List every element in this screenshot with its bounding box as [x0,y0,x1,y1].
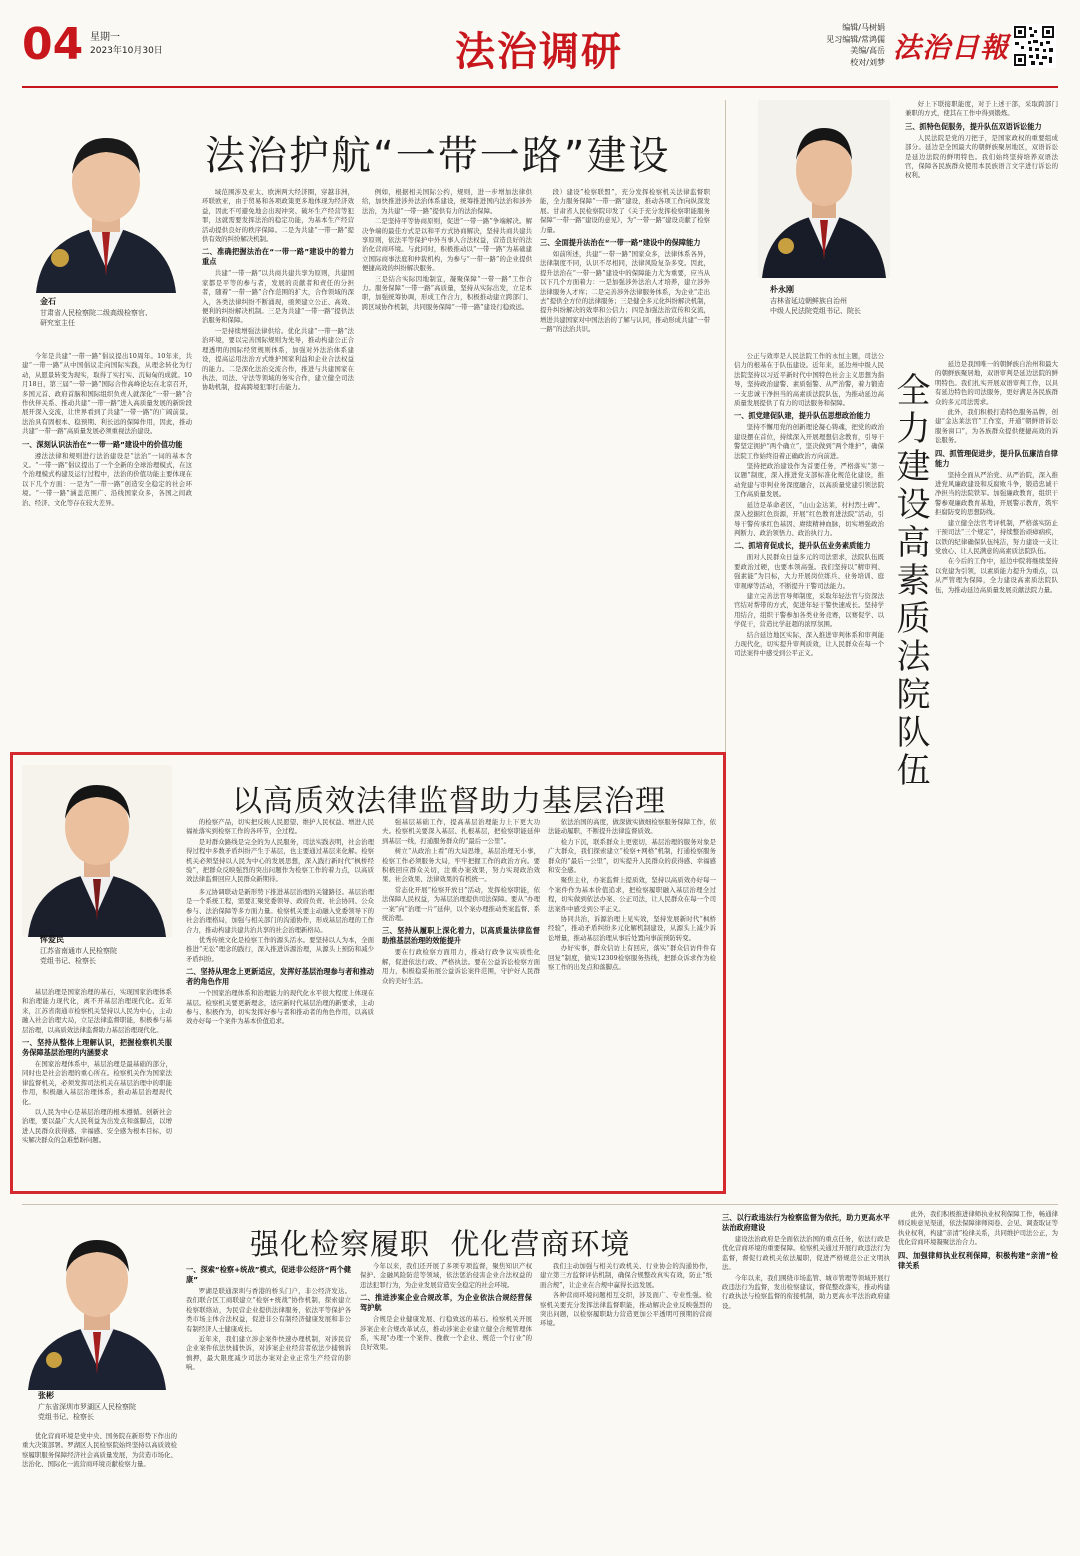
author-title: 江苏省南通市人民检察院 [40,947,117,955]
author-photo [22,1218,172,1390]
paragraph: 此外，我们积极推进律师执业权利保障工作，畅通律师反映意见渠道，依法保障律师阅卷、会见、调查取证等执业权利，构建“亲清”检律关系，共同维护司法公正，为优化营商环境凝聚法治合力。 [898,1210,1058,1247]
credits [805,22,885,68]
subheading: 二、坚持从理念上更新适应，发挥好基层治理参与者和推动者的角色作用 [186,967,374,987]
article1-headline: 法治护航“一带一路”建设 [205,133,671,179]
author-title: 党组书记、检察长 [38,1413,94,1421]
page-number: 04 [22,19,84,70]
paragraph: 坚持不懈用党的创新理论凝心铸魂，把党的政治建设摆在首位，持续深入开展理想信念教育，引导干警坚定拥护“两个确立”，坚决做到“两个维护”，确保法院工作始终沿着正确政治方向前进。 [734,423,884,460]
credit-line: 编辑/马树娟 [842,23,885,32]
author-title: 广东省深圳市罗湖区人民检察院 [38,1403,136,1411]
article2-column [186,818,374,884]
masthead-divider [22,86,1058,88]
article2-headline: 以高质效法律监督助力基层治理 [232,784,666,819]
article4-column [186,1262,351,1548]
paragraph: 一个国家治理体系和治理能力的现代化水平很大程度上体现在基层。检察机关要更新理念，适应新时代基层治理的新要求，主动参与、积极作为，切实发挥好参与者和推动者的角色作用，以高质效办好每一个案件为基本价值追求。 [186,989,374,1026]
paragraph: 好上下联接职能度，对于上述干部，采取跨部门兼职的方式，使其在工作中得到锻炼。 [905,100,1058,118]
paragraph: 共建“一带一路”以共商共建共享为原则，共建国家都是平等的参与者，发展的贡献者和责任的分担者，随着“一带一路”合作范围的扩大，合作领域的深入，各类法律纠纷不断涌现，亟须建立公正、高效、便利的纠纷解决机制。三是为共建“一带一路”提供法治服务和保障。 [202,269,354,325]
subheading: 二、准确把握法治在“一带一路”建设中的着力重点 [202,247,354,267]
paragraph: 今年以来，我们围绕市场监管、城市管理等领域开展行政违法行为监督，发出检察建议，督促整改落实，推动构建行政执法与检察监督的衔接机制，助力更高水平法治政府建设。 [722,1273,890,1310]
subheading: 一、探索“检察+统战”模式，促进非公经济“两个健康” [186,1265,351,1284]
paragraph: 优化营商环境是党中央、国务院在新形势下作出的重大决策部署。罗湖区人民检察院始终坚持以高质效检察履职服务保障经济社会高质量发展，为营造市场化、法治化、国际化一流营商环境贡献检察力量。 [22,1432,177,1469]
paragraph: 依法治国的高度，做深做实做细检察服务保障工作，依法能动履职，不断提升法律监督质效。 [548,818,716,836]
article3-column [905,100,1058,360]
subheading: 二、推进涉案企业合规改革，为企业依法合规经营保驾护航 [360,1293,532,1313]
paragraph: 以人民为中心是基层治理的根本遵循。创新社会治理，要以最广大人民利益为出发点和落脚点，以增进人民群众获得感、幸福感、安全感为根本目标，切实解决群众的急难愁盼问题。 [22,1108,172,1145]
author-photo [22,108,190,293]
paragraph: 面对人民群众日益多元的司法需求，法院队伍既要政治过硬，也要本领高强。我们坚持以“精审判、强素能”为目标，大力开展岗位练兵、业务培训、庭审观摩等活动，不断提升干警司法能力。 [734,553,884,590]
article1-column [202,188,354,742]
subheading: 四、加强律师执业权利保障，积极构建“亲清”检律关系 [898,1250,1058,1270]
paragraph: 人民法院是党的刀把子，是国家政权的重要组成部分。延边是全国最大的朝鲜族聚居地区，双语诉讼是延边法院的鲜明特色。我们始终坚持培养双语法官，保障各民族群众使用本民族语言文字进行诉讼的权利。 [905,133,1058,180]
newspaper-logo: 法治日報 [893,31,1010,64]
paragraph: 要在行政检察方面用力，推动行政争议实质性化解，促进依法行政、严格执法。要在公益诉讼检察方面用力，积极稳妥拓展公益诉讼案件范围，守护好人民群众的美好生活。 [382,948,540,985]
paragraph: 此外，我们积极打造特色服务品牌，创建“金达莱法官”工作室，开通“朝鲜语诉讼服务窗口”，为各族群众提供便捷高效的诉讼服务。 [935,408,1058,445]
author-title: 吉林省延边朝鲜族自治州 [770,297,847,305]
paragraph: 二是坚持平等协商原则，促进“一带一路”争端解决。解决争端的最佳方式是以和平方式协商解决，坚持共商共建共享原则，依法平等保护中外当事人合法权益，营造良好的法治化营商环境。与此同时，积极推动以“一带一路”为基础建立国际商事法庭和仲裁机构，为参与“一带一路”的企业提供便捷高效的纠纷解决服务。 [362,217,532,273]
subheading: 三、以行政违法行为检察监督为依托，助力更高水平法治政府建设 [722,1213,890,1232]
article3-headline: 全力建设高素质法院队伍 [890,372,930,790]
paragraph: 强基层基础工作，提高基层治理能力上下更大功夫。检察机关要深入基层、扎根基层，把检察职能延伸到基层一线，打通服务群众的“最后一公里”。 [382,818,540,845]
credit-line: 美编/高岳 [850,46,885,55]
section-divider [22,1204,1058,1205]
author-name: 金石 [40,297,56,306]
author-photo [758,100,890,278]
article1-column [22,352,192,742]
author-title: 中级人民法院党组书记、院长 [770,307,861,315]
author-title: 研究室主任 [40,319,75,327]
paragraph: 例如，根据相关国际公约，规则，进一步增加法律供给，加快推进涉外法治体系建设，统筹推进国内法治和涉外法治，为共建“一带一路”提供有力的法治保障。 [362,188,532,215]
paragraph: 聚焦主业，办案监督上提质效，坚持以高质效办好每一个案件作为基本价值追求，把检察履职融入基层治理全过程，切实做到依法办案、公正司法，让人民群众在每一个司法案件中感受到公平正义。 [548,876,716,913]
masthead [0,0,1080,88]
paragraph: 我们主动加强与相关行政机关、行业协会的沟通协作，建立第三方监督评估机制，确保合规整改真实有效，防止“纸面合规”，让企业在合规中赢得长远发展。 [540,1262,712,1289]
paragraph: 各种营商环境问题相互交织，涉及面广、专业性强。检察机关要充分发挥法律监督职能，推动解决企业反映强烈的突出问题，以检察履职助力营造更加公平透明可预期的营商环境。 [540,1291,712,1328]
qr-code-icon [1012,24,1056,68]
paragraph: 段）建设”检察联盟”，充分发挥检察机关法律监督职能，全力服务保障“一带一路”建设，推动各项工作向纵深发展。甘肃省人民检察院印发了《关于充分发挥检察职能服务保障“一带一路”建设的意见》，为“一带一路”建设贡献了检察力量。 [540,188,710,234]
article4-column [22,1432,177,1548]
paragraph: 基层治理是国家治理的基石，实现国家治理体系和治理能力现代化，离不开基层治理现代化。近年来，江苏省南通市检察机关坚持以人民为中心，主动融入社会治理大局，立足法律监督职能，积极参与基层治理，以高质效法律监督助力基层治理现代化。 [22,988,172,1034]
paragraph: 延边是革命老区，“山山金达莱，村村烈士碑”。深入挖掘红色资源，开展“红色教育进法院”活动，引导干警传承红色基因、赓续精神血脉，切实增强政治判断力、政治领悟力、政治执行力。 [734,500,884,537]
subheading: 一、坚持从整体上理解认识，把握检察机关服务保障基层治理的内涵要求 [22,1038,172,1058]
article3-column [734,352,884,1187]
author-name: 恽爱民 [40,935,64,944]
author-title: 党组书记、检察长 [40,957,96,965]
paragraph: 一是持续增强法律供给。优化共建“一带一路”法治环境，要以完善国际规则为先导，推动构建公正合理透明的国际经贸规则体系，加强对外法治体系建设，提高运用法治方式维护国家利益和企业合法权益的能力。二是深化法治交流合作，推进与共建国家在执法、司法、守法等领域的务实合作，建立健全司法协助机制，提高跨境犯罪打击能力。 [202,326,354,392]
subheading: 三、抓特色促服务，提升队伍双语诉讼能力 [905,121,1042,131]
article4-column [722,1210,890,1548]
author-name: 张彬 [38,1391,54,1400]
article4-column [360,1262,532,1548]
credit-line: 见习编辑/常鸿儒 [826,34,885,44]
article2-column [382,818,540,1184]
paragraph: 在今后的工作中，延边中院将继续坚持以党建为引领，以素质能力提升为重点，以从严管理为保障，全力建设高素质法院队伍，为推动延边高质量发展贡献法院力量。 [935,557,1058,594]
credit-line: 校对/刘梦 [850,57,885,67]
paragraph: 建设法治政府是全面依法治国的重点任务，依法行政是优化营商环境的重要保障。检察机关通过开展行政违法行为监督，督促行政机关依法履职，促进严格规范公正文明执法。 [722,1235,890,1272]
paragraph: 多元协调联动是新形势下推进基层治理的关键路径。基层治理是一个系统工程，需要汇聚党委领导、政府负责、社会协同、公众参与、法治保障等多方面力量。检察机关要主动融入党委领导下的社会治理格局，加强与相关部门的沟通协作，形成基层治理的工作合力，推动构建共建共治共享的社会治理新格局。 [186,888,374,934]
paragraph: 罗湖是联通深圳与香港的桥头门户，非公经济发达。我们联合区工商联建立“检察+统战”协作机制，探索建立检察联络站，为民营企业提供法律服务，依法平等保护各类市场主体合法权益，促进非公有制经济健康发展和非公有制经济人士健康成长。 [186,1287,351,1333]
paragraph: 建立完善法官导师制度，采取年轻法官与资深法官结对帮带的方式，促进年轻干警快速成长。坚持学用结合，组织干警参加各类业务竞赛，以赛促学、以学促干，营造比学赶超的浓厚氛围。 [734,591,884,629]
paragraph: 的检察产品，切实把反映人民愿望、维护人民权益、增进人民福祉落实到检察工作的各环节，全过程。 [186,818,374,836]
author-photo [22,765,172,937]
subheading: 三、坚持从履职上深化着力，以高质量法律监督助推基层治理的效能提升 [382,926,540,946]
paragraph: 在国家治理体系中，基层治理是最基础的部分，同时也是社会治理的重心所在。检察机关作为国家法律监督机关，必须发挥司法机关在基层治理中的职能作用，积极融入基层治理体系，推动基层治理现代化。 [22,1060,172,1106]
weekday: 星期一 [90,32,120,43]
paragraph: 如前所述，共建“一带一路”国家众多，法律体系各异，法律制度不同，认识不尽相同，法律风险复杂多变。因此，提升法治在“一带一路”建设中的保障能力尤为重要，应当从以下几个方面着力：一是加强涉外法治人才培养，建立涉外法律服务人才库；二是完善涉外法律服务体系，为企业“走出去”提供全方位的法律服务；三是健全多元化纠纷解决机制，提升纠纷解决的效率和公信力；四是加强法治宣传和交流，增进共建国家对中国法治的了解与认同，推动形成共建“一带一路”的法治共识。 [540,250,710,334]
paragraph: 优秀传统文化是检察工作的源头活水。要坚持以人为本，全面推进“无讼”理念的践行，深入推进诉源治理，从源头上预防和减少矛盾纠纷。 [186,936,374,963]
paragraph: 三是结合实际因地制宜，凝聚保障“一带一路”工作合力。服务保障“一带一路”高质量，坚持从实际出发，立足本职，加强统筹协调，形成工作合力，积极推动建立跨部门、跨区域协作机制，共同服务保障“一带一路”建设行稳致远。 [362,274,532,311]
paragraph: 协同共治，诉源治理上见实效，坚持发展新时代“枫桥经验”，推动矛盾纠纷多元化解机制建设，从源头上减少诉讼增量，推动基层治理从事后处置向事前预防转变。 [548,915,716,942]
article4-headline: 强化检察履职 优化营商环境 [250,1227,631,1261]
subheading: 四、抓管理促进步，提升队伍廉洁自律能力 [935,448,1058,468]
article1-column [362,188,532,742]
paragraph: 坚持全面从严治党、从严治院，深入推进党风廉政建设和反腐败斗争，锻造忠诚干净担当的法院铁军。加强廉政教育，组织干警参观廉政教育基地，开展警示教育，筑牢拒腐防变的思想防线。 [935,470,1058,517]
paragraph: 坚持把政治建设作为首要任务，严格落实“第一议题”制度，深入推进党支部标准化规范化建设，推动党建与审判业务深度融合，以高质量党建引领法院工作高质量发展。 [734,462,884,499]
paragraph: 树立“从政治上看”的大局思维，基层治理无小事，检察工作必须服务大局，牢牢把握工作的政治方向。要积极回应群众关切，注重办案效果，努力实现政治效果、社会效果、法律效果的有机统一。 [382,847,540,884]
issue-date: 2023年10月30日 [90,46,163,56]
paragraph: 延边是我国唯一的朝鲜族自治州和最大的朝鲜族聚居地，双语审判是延边法院的鲜明特色。我们扎实开展双语审判工作，以具有延边特色的司法服务，更好满足各民族群众的多元司法需求。 [935,360,1058,406]
paragraph: 是对群众路线是完全的为人民服务，司法实践表明，社会治理得过程中多数矛盾纠纷产生于基层，也主要通过基层来化解。检察机关必须坚持以人民为中心的发展思想，深入践行新时代“枫桥经验”，把群众反映强烈的突出问题作为检察工作的着力点，以高质效法律监督回应人民群众新期待。 [186,837,374,884]
paragraph: 检力下沉，联系群众上更密切，基层治理的服务对象是广大群众，我们探索建立“检察+网格”机制，打通检察服务群众的“最后一公里”，切实提升人民群众的获得感、幸福感和安全感。 [548,837,716,875]
article2-column [548,818,716,1184]
paragraph: 公正与效率是人民法院工作的永恒主题，司法公信力的根基在于队伍建设。近年来，延边州中级人民法院坚持以习近平新时代中国特色社会主义思想为指导，坚持政治建警、素质强警、从严治警，着力锻造一支忠诚干净担当的高素质法院队伍，为推动延边高质量发展提供了有力的司法服务和保障。 [734,352,884,408]
article3-column [935,360,1058,1187]
article2-column [22,988,172,1184]
paragraph: 常态化开展“检察开放日”活动，发挥检察职能，依法保障人民权益，为基层治理提供司法保障。要从“办理一案”向“治理一片”延伸，以个案办理推动类案监督、系统治理。 [382,885,540,923]
article2-column [186,888,374,1184]
subheading: 一、抓党建促队建，提升队伍思想政治能力 [734,411,871,421]
author-title: 甘肃省人民检察院二级高级检察官、 [40,309,152,317]
paragraph: 今年以来，我们还开展了多项专项监督，聚焦知识产权保护、金融风险防范等领域，依法惩治侵害企业合法权益的违法犯罪行为，为企业发展营造安全稳定的社会环境。 [360,1262,532,1289]
article4-column [540,1262,712,1548]
subheading: 二、抓培育促成长，提升队伍业务素质能力 [734,541,871,551]
paragraph: 今年是共建“一带一路”倡议提出10周年。10年来，共建“一带一路”从中国倡议走向国际实践，从理念转化为行动，从愿景转变为现实，取得了实打实、沉甸甸的成就。10月18日，第三届“一带一路”国际合作高峰论坛在北京召开，多国元首、政府首脑和国际组织负责人就深化“一带一路”合作伙伴关系、推动共建“一带一路”进入高质量发展的新阶段展开深入交流，让世界看到了共建“一带一路”的广阔前景。法治具有固根本、稳预期、利长远的保障作用，因此，推动共建“一带一路”高质量发展必须重视法治建设。 [22,352,192,436]
author-name: 朴永刚 [770,285,794,294]
subheading: 三、全面提升法治在“一带一路”建设中的保障能力 [540,238,701,248]
paragraph: 遵法法律和规则进行法治建设是“法治”一词的基本含义。“一带一路”倡议提出了一个全新的全球治理模式，在这个治理模式构建及运行过程中，法治的价值功能主要体现在以下几个方面：一是为“一带一路”创造安全稳定的社会环境。“一带一路”涵盖范围广、沿线国家众多，各国之间政治、经济、文化等存在较大差异。 [22,451,192,507]
section-title: 法治调研 [455,29,623,75]
article4-column [898,1210,1058,1548]
paragraph: 合规是企业健康发展、行稳致远的基石。检察机关开展涉案企业合规改革试点，推动涉案企业建立健全合规管理体系，实现“办理一个案件、挽救一个企业、规范一个行业”的良好效果。 [360,1315,532,1352]
paragraph: 域范围涉及亚太、欧洲两大经济圈，穿越非洲，环联欧亚，由于贸易和各项政策更多地体现为经济效益，因此不可避免地会出现冲突、破坏生产经营等犯罪，这就需要发挥法治的稳定功能，为基本生产经营活动提供良好的秩序保障。二是为共建“一带一路”提供有效的纠纷解决机制。 [202,188,354,244]
article1-column [540,188,710,742]
paragraph: 办好实事，群众信访上有回应，落实“群众信访件件有回复”制度，做实12309检察服务热线，把群众诉求作为检察工作的出发点和落脚点。 [548,944,716,972]
paragraph: 结合延边地区实际，深入推进审判体系和审判能力现代化，切实提升审判质效，让人民群众在每一个司法案件中感受到公平正义。 [734,630,884,658]
subheading: 一、深刻认识法治在“一带一路”建设中的价值功能 [22,439,183,449]
paragraph: 近年来，我们建立涉企案件快速办理机制，对涉民营企业案件依法快捕快诉，对涉案企业经营者依法少捕慎诉慎押，最大限度减少司法办案对企业正常生产经营的影响。 [186,1335,351,1372]
paragraph: 建立健全法官考评机制，严格落实防止干预司法“三个规定”，持续整治顽瘴痼疾，以铁的纪律确保队伍纯洁，努力建设一支让党放心、让人民满意的高素质法院队伍。 [935,518,1058,555]
